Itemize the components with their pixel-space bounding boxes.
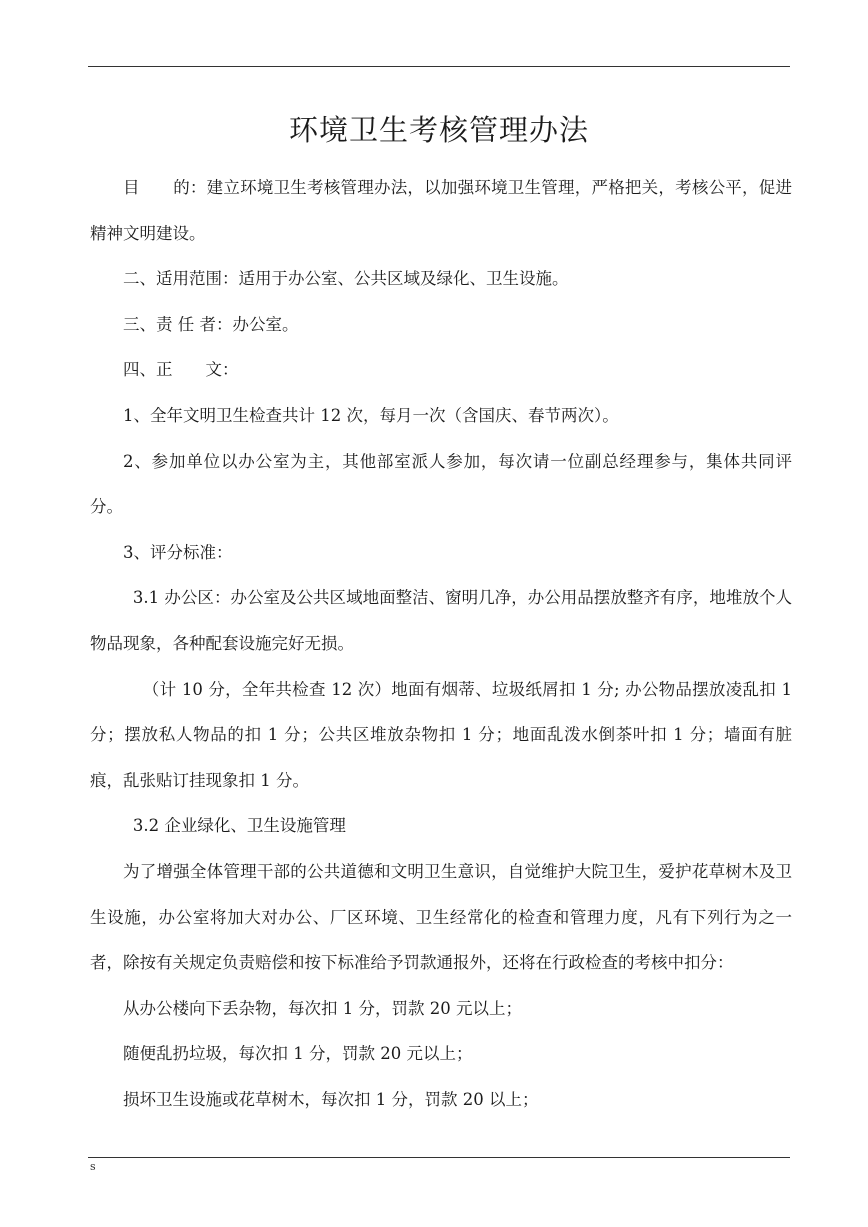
paragraph-purpose: 目 的：建立环境卫生考核管理办法，以加强环境卫生管理，严格把关，考核公平，促进精神文明建设。 [90,178,792,243]
paragraph-item-1: 1、全年文明卫生检查共计 12 次，每月一次（含国庆、春节两次）。 [123,405,619,425]
paragraph-responsible: 三、责 任 者：办公室。 [123,314,299,334]
paragraph-scope: 二、适用范围：适用于办公室、公共区域及绿化、卫生设施。 [123,269,569,289]
paragraph-rule-2: 随便乱扔垃圾，每次扣 1 分，罚款 20 元以上； [123,1044,473,1064]
paragraph-scoring-note: （计 10 分，全年共检查 12 次）地面有烟蒂、垃圾纸屑扣 1 分; 办公物品摆放凌乱扣 1 分；摆放私人物品的扣 1 分；公共区堆放杂物扣 1 分；地面乱泼水倒茶叶扣 1 分；墙面有脏痕，乱张贴订挂现象扣 1 分。 [90,679,792,790]
document-body [90,165,792,1122]
footer-rule [88,1157,790,1158]
paragraph-rule-3: 损坏卫生设施或花草树木，每次扣 1 分，罚款 20 以上； [123,1089,539,1109]
paragraph-item-3: 3、评分标准： [123,542,233,562]
header-rule [88,66,790,67]
footer-mark: s [90,1160,96,1173]
paragraph-main-heading: 四、正 文： [123,360,239,380]
paragraph-section-3-1: 3.1 办公区：办公室及公共区域地面整洁、窗明几净，办公用品摆放整齐有序，地堆放个人物品现象，各种配套设施完好无损。 [90,588,792,653]
paragraph-rule-1: 从办公楼向下丢杂物，每次扣 1 分，罚款 20 元以上； [123,998,522,1018]
paragraph-greening-intro: 为了增强全体管理干部的公共道德和文明卫生意识，自觉维护大院卫生，爱护花草树木及卫生设施，办公室将加大对办公、厂区环境、卫生经常化的检查和管理力度，凡有下列行为之一者，除按有关规定负责赔偿和按下标准给予罚款通报外，还将在行政检查的考核中扣分： [90,861,792,973]
document-title: 环境卫生考核管理办法 [288,113,589,147]
paragraph-item-2: 2、参加单位以办公室为主，其他部室派人参加，每次请一位副总经理参与，集体共同评分。 [90,451,792,517]
paragraph-section-3-2: 3.2 企业绿化、卫生设施管理 [132,816,346,836]
